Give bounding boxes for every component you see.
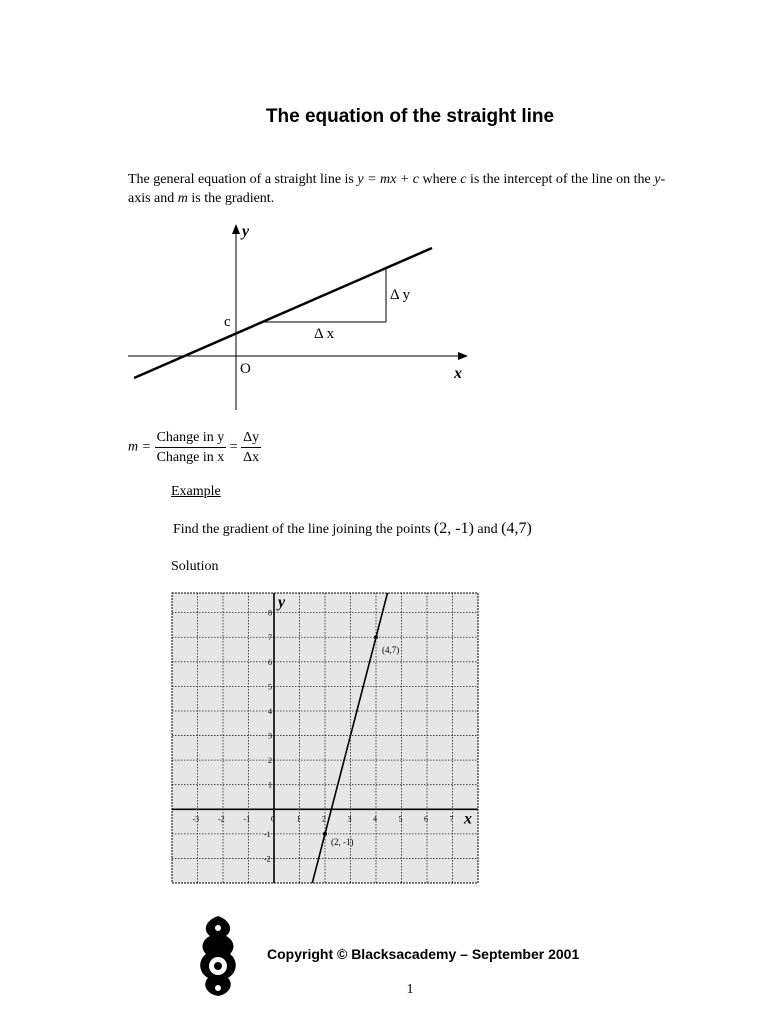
diagram-x-label: x	[454, 365, 462, 382]
intro-paragraph	[128, 170, 668, 208]
intro-c: c	[460, 172, 467, 187]
intro-m: m	[177, 191, 188, 206]
diagram-y-label: y	[242, 223, 250, 240]
formula-lhs: m =	[128, 439, 152, 455]
diagram-intercept-label: c	[224, 314, 231, 330]
intro-text-3: is the intercept of the line on the	[469, 172, 651, 187]
formula-fraction-words	[155, 428, 227, 467]
y-tick-label: 2	[268, 756, 272, 766]
intro-text-2: where	[422, 172, 457, 187]
x-tick-label: 2	[322, 814, 326, 824]
intro-text-5: is the gradient.	[191, 191, 275, 206]
formula-den-symbol: Δx	[243, 450, 260, 465]
diagram-x-arrow	[458, 352, 468, 360]
x-tick-label: -3	[192, 814, 200, 824]
x-tick-label: 3	[347, 814, 352, 824]
diagram-y-arrow	[232, 224, 240, 234]
formula-equals: =	[229, 439, 238, 455]
x-tick-label: 7	[449, 814, 454, 824]
gradient-formula	[128, 428, 261, 467]
copyright-footer: Copyright © Blacksacademy – September 2001	[267, 946, 580, 962]
question-and: and	[477, 522, 498, 537]
y-tick-label: -1	[264, 829, 271, 839]
graph-y-axis-label: y	[278, 594, 286, 611]
x-tick-label: 5	[398, 814, 403, 824]
page-title: The equation of the straight line	[265, 106, 555, 127]
intro-text-1: The general equation of a straight line is	[128, 172, 354, 187]
y-tick-label: 6	[268, 657, 272, 667]
x-tick-label: 6	[424, 814, 428, 824]
solution-heading: Solution	[171, 559, 219, 574]
diagram-origin-label: O	[240, 361, 251, 377]
y-tick-label: 8	[268, 608, 272, 618]
data-point-label: (2, -1)	[331, 836, 354, 847]
diagram-line	[134, 248, 432, 378]
y-tick-label: -2	[264, 854, 271, 864]
x-tick-label: -2	[218, 814, 225, 824]
straight-line-diagram	[120, 218, 480, 413]
question-point-1: (2, -1)	[433, 520, 474, 537]
formula-fraction-symbols	[241, 428, 261, 467]
intro-equation: y = mx + c	[357, 172, 420, 187]
y-tick-label: 5	[268, 682, 272, 692]
question-point-2: (4,7)	[501, 520, 532, 537]
x-tick-label: 0	[271, 814, 275, 824]
data-point	[374, 635, 378, 639]
data-point-label: (4,7)	[382, 645, 400, 656]
graph-x-axis-label: x	[464, 810, 472, 828]
y-tick-label: 7	[268, 633, 272, 643]
question-text: Find the gradient of the line joining the points	[173, 522, 431, 537]
solution-graph	[171, 592, 479, 884]
intro-yaxis: y	[654, 172, 661, 187]
y-tick-label: 1	[268, 780, 272, 790]
x-tick-label: 4	[373, 814, 377, 824]
page-number: 1	[406, 982, 414, 997]
diagram-delta-x-label: Δ x	[314, 326, 335, 342]
diagram-delta-y-label: Δ y	[390, 287, 411, 303]
intro-text-4: -axis and	[128, 172, 666, 206]
x-tick-label: -1	[243, 814, 251, 824]
example-question	[173, 520, 532, 538]
y-tick-label: 3	[268, 731, 272, 741]
y-tick-label: 4	[268, 706, 272, 716]
data-point	[323, 832, 327, 836]
formula-num-symbol: Δy	[241, 428, 261, 448]
x-tick-label: 1	[296, 814, 301, 824]
formula-den-words: Change in x	[156, 450, 225, 465]
formula-num-words: Change in y	[155, 428, 227, 448]
example-heading: Example	[171, 484, 221, 499]
